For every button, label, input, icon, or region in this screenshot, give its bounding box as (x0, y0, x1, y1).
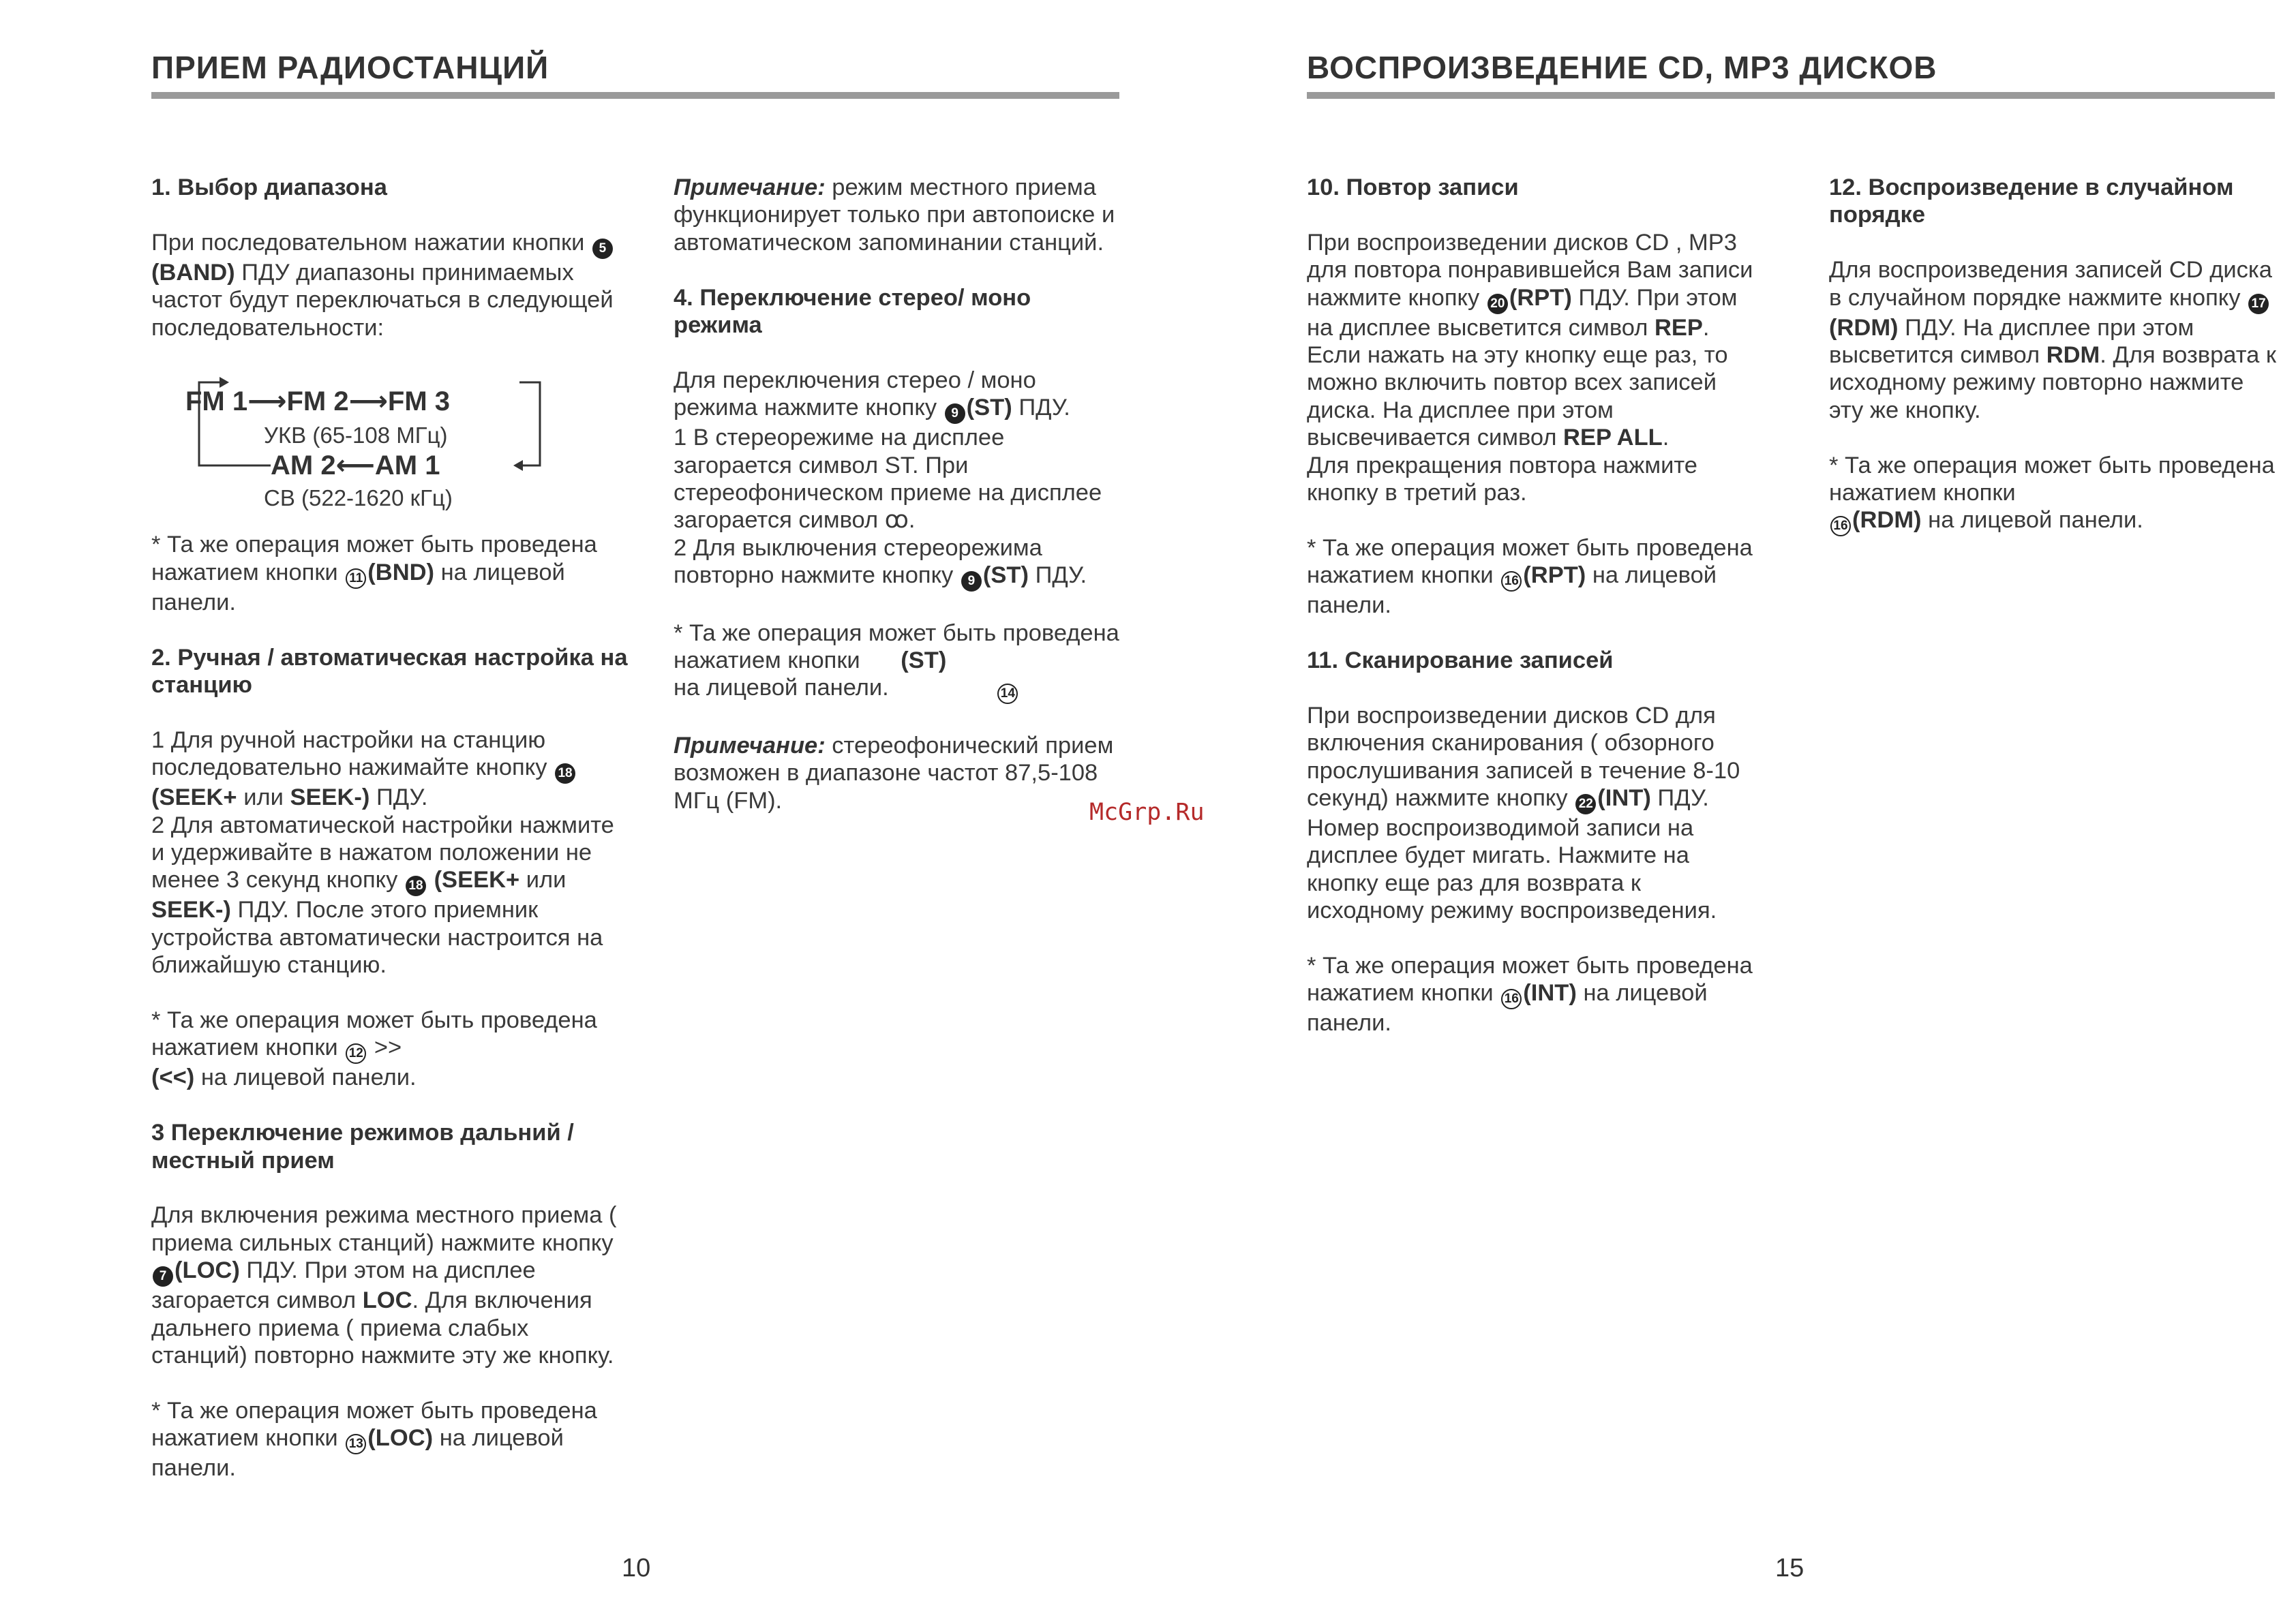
operation-note: * Та же операция может быть проведена нажатием кнопки 13 (LOC) на лицевой панели. (151, 1397, 597, 1482)
button-number-icon: 7 (153, 1266, 173, 1287)
note-paragraph: Примечание: стереофонический прием возможен в диапазоне частот 87,5-108 МГц (FM). (674, 732, 1114, 814)
right-column-2 (1829, 174, 2279, 564)
paragraph: Для включения режима местного приема ( приема сильных станций) нажмите кнопку 7 (LOC) ПДУ. При этом на дисплее загорается символ LOC. Для включения дальнего приема ( приема слабых станций) повторно нажмите эту же кнопку. (151, 1202, 617, 1369)
operation-note: * Та же операция может быть проведена нажатием кнопки 16 (RPT) на лицевой панели. (1307, 534, 1753, 619)
left-page-number: 10 (622, 1554, 651, 1582)
section-heading: 12. Воспроизведение в случайном порядке (1829, 174, 2234, 228)
button-number-icon: 20 (1487, 294, 1508, 314)
button-number-icon: 9 (961, 571, 982, 592)
button-number-icon: 16 (1501, 571, 1522, 592)
section-heading: 2. Ручная / автоматическая настройка на станцию (151, 644, 628, 699)
operation-note: * Та же операция может быть проведена нажатием кнопки 16 (RDM) на лицевой панели. (1829, 452, 2279, 537)
fm-band-sequence: FM 1⟶FM 2⟶FM 3 (185, 386, 451, 417)
paragraph: При последовательном нажатии кнопки 5(BAND) ПДУ диапазоны принимаемых частот будут переключаться в следующей последовательности: (151, 229, 614, 341)
paragraph: При воспроизведении дисков CD для включения сканирования ( обзорного прослушивания записей в течение 8-10 секунд) нажмите кнопку 22 (INT) ПДУ. Номер воспроизводимой записи на дисплее будет мигать. Нажмите на кнопку еще раз для возврата к исходному режиму воспроизведения. (1307, 702, 1740, 924)
right-page-title: ВОСПРОИЗВЕДЕНИЕ CD, MP3 ДИСКОВ (1307, 50, 1937, 85)
fm-range-label: УКВ (65-108 МГц) (264, 423, 448, 448)
paragraph: При воспроизведении дисков CD , MP3 для повтора понравившейся Вам записи нажмите кнопку 20 (RPT) ПДУ. При этом на дисплее высветится символ REP. Если нажать на эту кнопку еще раз, то можно включить повтор всех записей диска. На дисплее при этом высвечивается символ REP ALL. Для прекращения повтора нажмите кнопку в третий раз. (1307, 229, 1753, 506)
section-heading: 4. Переключение стерео/ моно режима (674, 284, 1031, 339)
section-heading: 1. Выбор диапазона (151, 174, 387, 200)
paragraph: Для воспроизведения записей CD диска в случайном порядке нажмите кнопку 17(RDM) ПДУ. На дисплее при этом высветится символ RDM. Для возврата к исходному режиму повторно нажмите эту же кнопку. (1829, 257, 2276, 423)
am-band-sequence: AM 2⟵AM 1 (271, 450, 440, 481)
operation-note: * Та же операция может быть проведена нажатием кнопки 11 (BND) на лицевой панели. (151, 532, 597, 615)
note-paragraph: Примечание: режим местного приема функционирует только при автопоиске и автоматическом запоминании станций. (674, 174, 1115, 256)
right-page-number: 15 (1775, 1554, 1804, 1582)
button-number-icon: 11 (346, 568, 366, 589)
left-column-2 (674, 174, 1123, 842)
watermark: McGrp.Ru (1089, 799, 1205, 826)
operation-note: * Та же операция может быть проведена нажатием кнопки 16 (INT) на лицевой панели. (1307, 953, 1753, 1037)
right-column-1 (1307, 174, 1757, 1065)
button-number-icon: 22 (1575, 794, 1596, 814)
button-number-icon: 16 (1501, 989, 1522, 1009)
button-number-icon: 14 (997, 684, 1018, 704)
left-title-rule (151, 92, 1119, 99)
button-number-icon: 12 (346, 1043, 366, 1064)
section-heading: 10. Повтор записи (1307, 174, 1519, 200)
section-heading: 3 Переключение режимов дальний / местный прием (151, 1120, 574, 1174)
operation-note: * Та же операция может быть проведена нажатием кнопки 12 >> (<<) на лицевой панели. (151, 1007, 597, 1091)
section-heading: 11. Сканирование записей (1307, 647, 1614, 674)
am-range-label: СВ (522-1620 кГц) (264, 485, 453, 511)
left-page-title: ПРИЕМ РАДИОСТАНЦИЙ (151, 50, 549, 85)
button-number-icon: 9 (945, 403, 965, 424)
left-column-1 (151, 174, 629, 1510)
paragraph: Для переключения стерео / моно режима нажмите кнопку 9 (ST) ПДУ. 1 В стереорежиме на дисплее загорается символ ST. При стереофоническом приеме на дисплее загорается символ ꝏ. 2 Для выключения стереорежима повторно нажмите кнопку 9 (ST) ПДУ. (674, 367, 1123, 592)
button-number-icon: 17 (2248, 294, 2269, 314)
operation-note: * Та же операция может быть проведена нажатием кнопки (ST) на лицевой панели. 14 (674, 619, 1123, 705)
button-number-icon: 18 (406, 876, 426, 896)
paragraph: 1 Для ручной настройки на станцию последовательно нажимайте кнопку 18 (SEEK+ или SEEK-) ПДУ. 2 Для автоматической настройки нажмите и удерживайте в нажатом положении не менее 3 секунд кнопку 18 (SEEK+ или SEEK-) ПДУ. После этого приемник устройства автоматически настроится на ближайшую станцию. (151, 726, 614, 979)
button-number-icon: 5 (592, 239, 613, 259)
button-number-icon: 13 (346, 1434, 366, 1454)
button-number-icon: 16 (1830, 516, 1851, 536)
band-sequence-diagram (151, 369, 560, 511)
right-title-rule (1307, 92, 2275, 99)
button-number-icon: 18 (555, 763, 575, 784)
stereo-symbol: ꝏ. (884, 507, 916, 534)
